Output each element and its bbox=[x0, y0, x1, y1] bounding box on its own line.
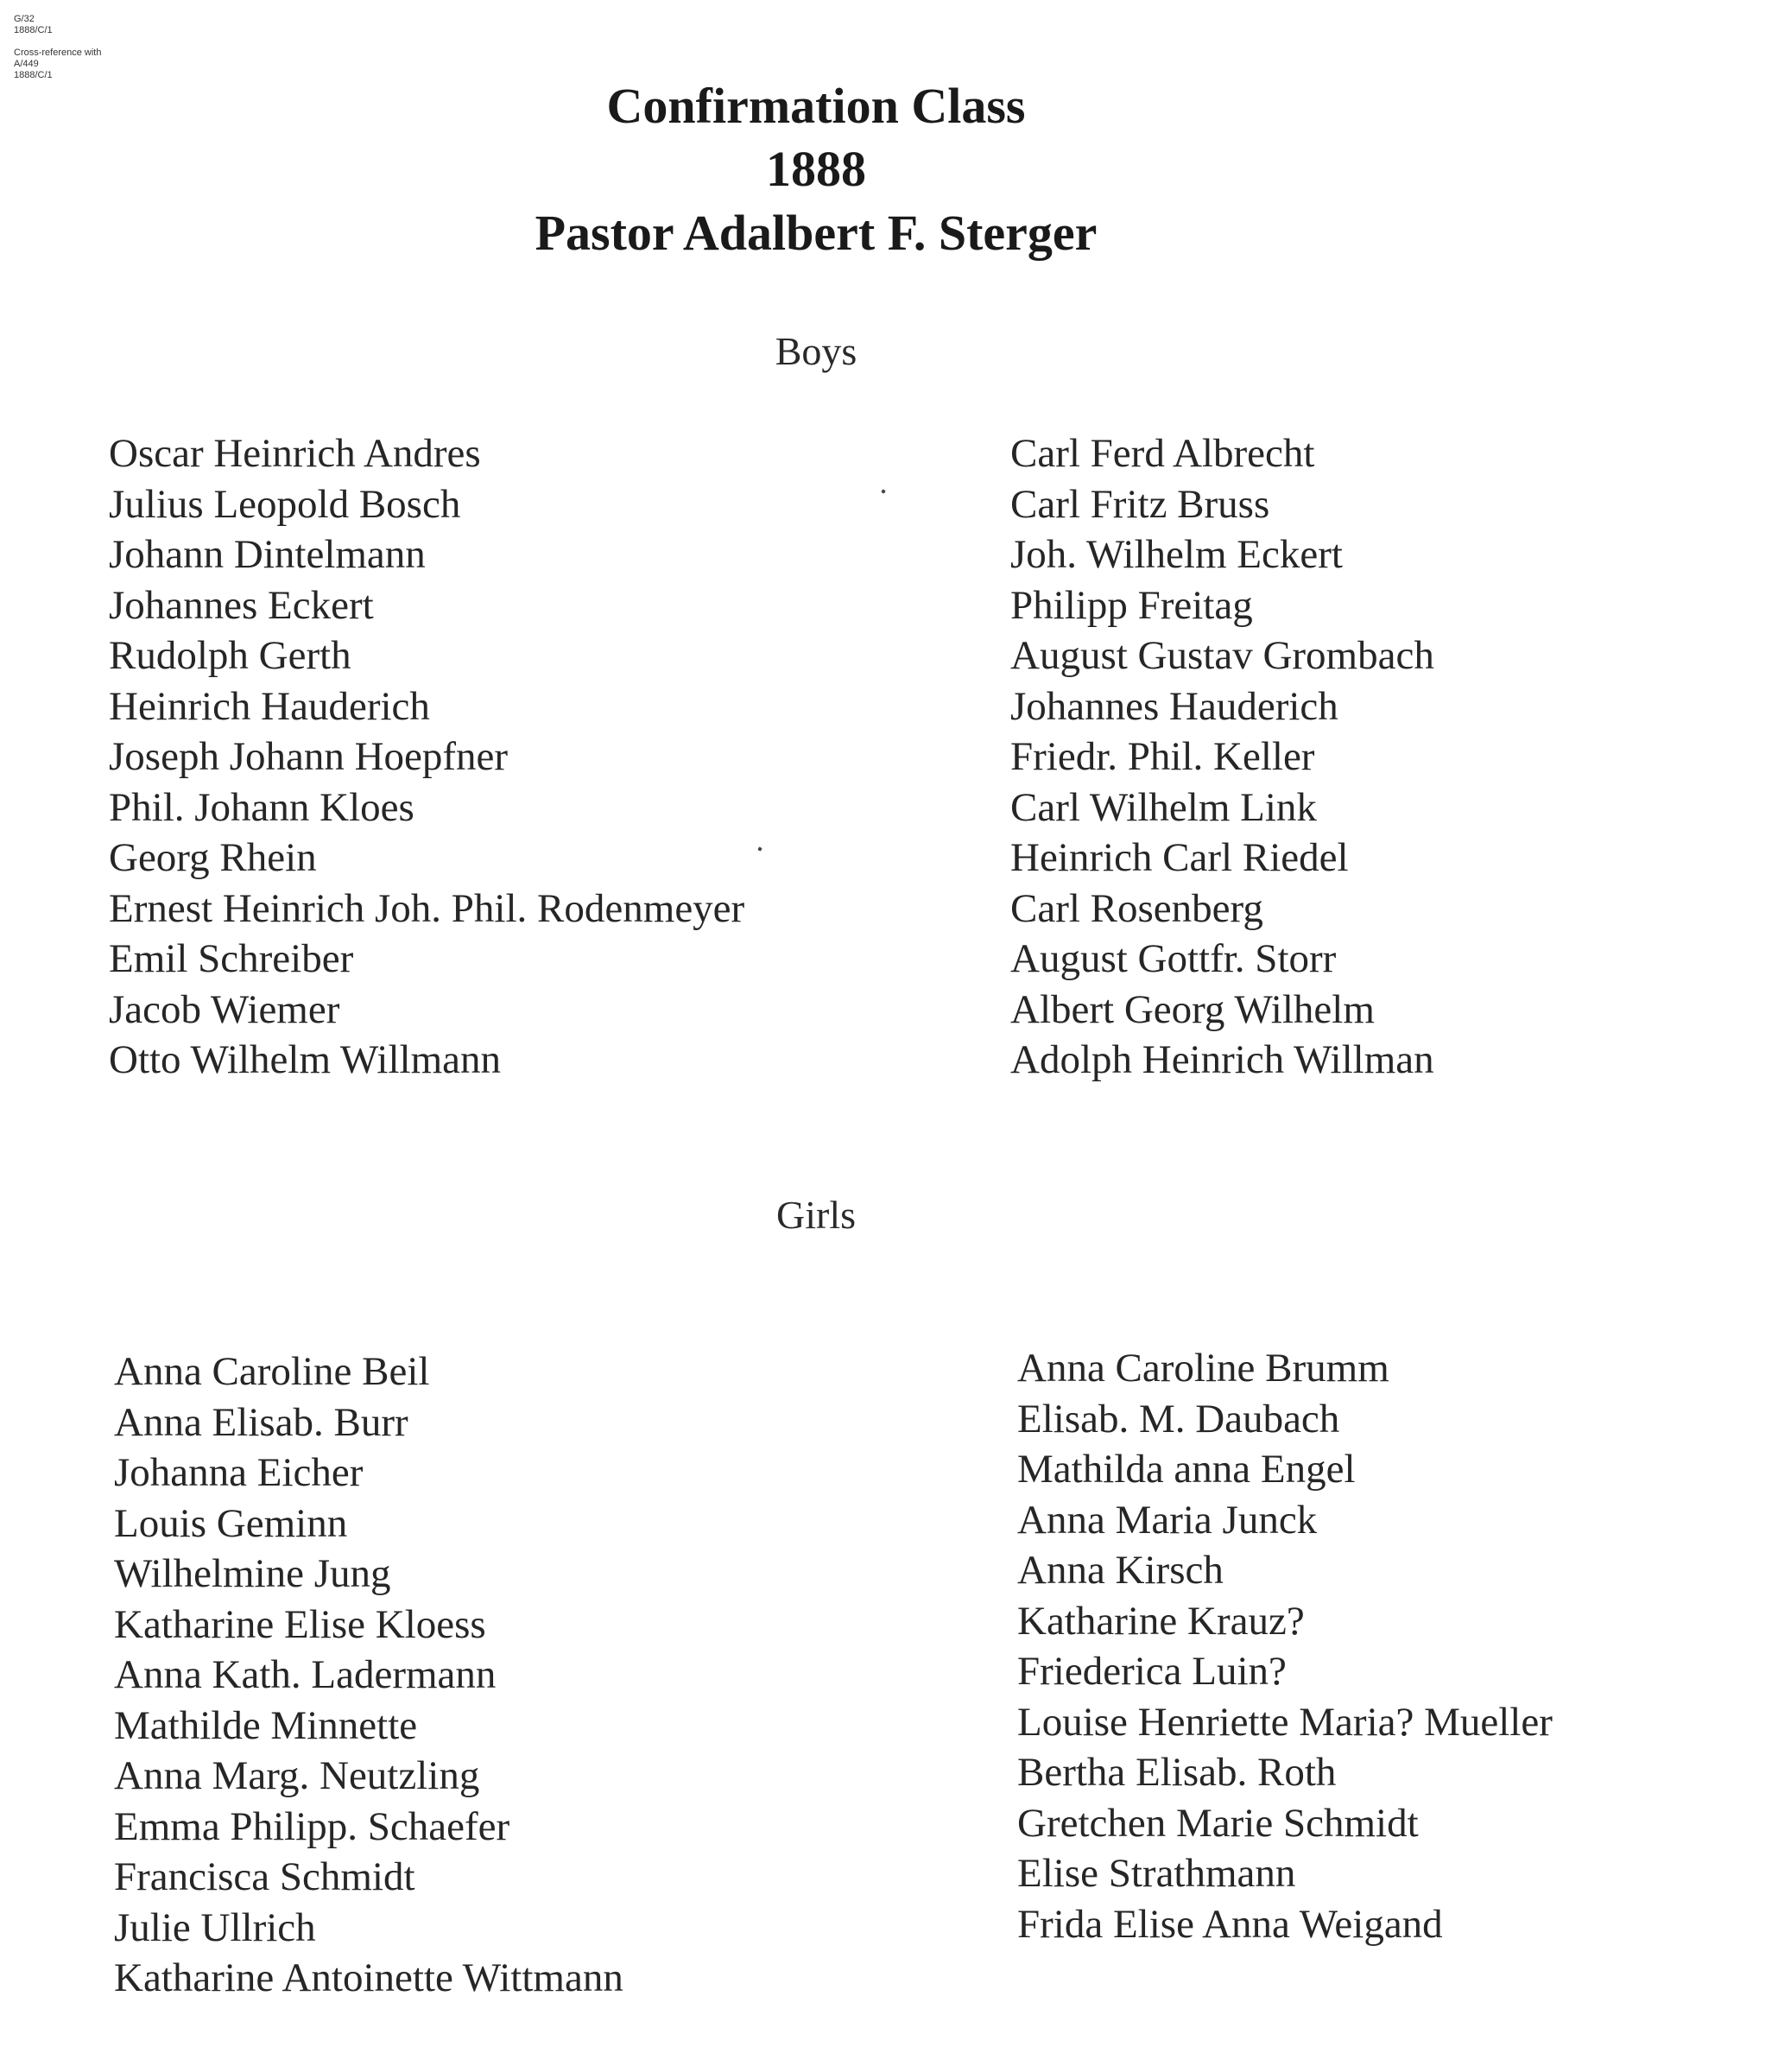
boys-list-right bbox=[1010, 428, 1434, 1086]
girl-name: Louise Henriette Maria? Mueller bbox=[1017, 1699, 1553, 1745]
reference-line: 1888/C/1 bbox=[14, 70, 53, 80]
girl-name: Anna Marg. Neutzling bbox=[114, 1753, 480, 1798]
girl-name: Katharine Krauz? bbox=[1017, 1598, 1305, 1644]
boy-name: Carl Wilhelm Link bbox=[1010, 784, 1317, 830]
girl-name: Katharine Antoinette Wittmann bbox=[114, 1955, 623, 2000]
document-year: 1888 bbox=[766, 141, 866, 197]
boy-name: Friedr. Phil. Keller bbox=[1010, 734, 1315, 779]
girl-name: Frida Elise Anna Weigand bbox=[1017, 1901, 1443, 1947]
girls-heading: Girls bbox=[776, 1193, 856, 1237]
boy-name: Emil Schreiber bbox=[109, 936, 354, 981]
girl-name: Katharine Elise Kloess bbox=[114, 1601, 486, 1647]
boy-name: Heinrich Hauderich bbox=[109, 683, 430, 729]
boy-name: Phil. Johann Kloes bbox=[109, 784, 414, 830]
boy-name: Ernest Heinrich Joh. Phil. Rodenmeyer bbox=[109, 885, 745, 931]
scan-speck bbox=[757, 846, 762, 851]
girl-name: Mathilde Minnette bbox=[114, 1702, 418, 1748]
boys-list-left bbox=[109, 428, 744, 1086]
girl-name: Gretchen Marie Schmidt bbox=[1017, 1800, 1419, 1846]
girl-name: Elise Strathmann bbox=[1017, 1851, 1296, 1896]
boy-name: Johannes Eckert bbox=[109, 582, 374, 628]
reference-line: Cross-reference with bbox=[14, 48, 102, 58]
reference-spacer bbox=[14, 36, 101, 48]
boy-name: Rudolph Gerth bbox=[109, 633, 351, 678]
boy-name: Julius Leopold Bosch bbox=[109, 481, 461, 527]
girl-name: Wilhelmine Jung bbox=[114, 1551, 391, 1596]
boy-name: Carl Ferd Albrecht bbox=[1010, 431, 1315, 476]
girl-name: Emma Philipp. Schaefer bbox=[114, 1803, 510, 1849]
girl-name: Anna Caroline Brumm bbox=[1017, 1346, 1389, 1391]
boy-name: Carl Fritz Bruss bbox=[1010, 481, 1270, 527]
boy-name: Johannes Hauderich bbox=[1010, 683, 1338, 729]
boy-name: Philipp Freitag bbox=[1010, 582, 1253, 628]
boy-name: Adolph Heinrich Willman bbox=[1010, 1037, 1434, 1082]
boy-name: Carl Rosenberg bbox=[1010, 885, 1263, 931]
girl-name: Friederica Luin? bbox=[1017, 1649, 1287, 1694]
boy-name: August Gustav Grombach bbox=[1010, 633, 1434, 678]
girl-name: Anna Elisab. Burr bbox=[114, 1399, 408, 1445]
girl-name: Elisab. M. Daubach bbox=[1017, 1396, 1340, 1442]
girls-list-right bbox=[1017, 1343, 1553, 1949]
girl-name: Louis Geminn bbox=[114, 1500, 348, 1546]
girl-name: Anna Caroline Beil bbox=[114, 1349, 430, 1394]
boy-name: Johann Dintelmann bbox=[109, 532, 426, 577]
girl-name: Francisca Schmidt bbox=[114, 1854, 415, 1899]
boy-name: Jacob Wiemer bbox=[109, 986, 340, 1032]
reference-note bbox=[14, 14, 101, 81]
pastor-name: Pastor Adalbert F. Sterger bbox=[535, 205, 1098, 261]
girls-list-left bbox=[114, 1346, 623, 2004]
reference-line: A/449 bbox=[14, 59, 39, 69]
boy-name: Otto Wilhelm Willmann bbox=[109, 1037, 502, 1082]
boys-heading: Boys bbox=[775, 329, 857, 373]
girl-name: Johanna Eicher bbox=[114, 1450, 364, 1495]
girl-name: Anna Maria Junck bbox=[1017, 1497, 1318, 1543]
boy-name: Oscar Heinrich Andres bbox=[109, 431, 481, 476]
boy-name: Joseph Johann Hoepfner bbox=[109, 734, 509, 779]
boy-name: Joh. Wilhelm Eckert bbox=[1010, 532, 1343, 577]
girl-name: Mathilda anna Engel bbox=[1017, 1447, 1356, 1492]
girl-name: Anna Kath. Ladermann bbox=[114, 1652, 497, 1697]
girl-name: Anna Kirsch bbox=[1017, 1548, 1224, 1593]
reference-line: 1888/C/1 bbox=[14, 25, 53, 35]
boy-name: August Gottfr. Storr bbox=[1010, 936, 1337, 981]
girl-name: Julie Ullrich bbox=[114, 1904, 316, 1950]
reference-line: G/32 bbox=[14, 14, 35, 24]
boy-name: Albert Georg Wilhelm bbox=[1010, 986, 1375, 1032]
scan-speck bbox=[881, 489, 885, 493]
girl-name: Bertha Elisab. Roth bbox=[1017, 1750, 1337, 1795]
boy-name: Heinrich Carl Riedel bbox=[1010, 835, 1349, 880]
boy-name: Georg Rhein bbox=[109, 835, 317, 880]
document-title: Confirmation Class bbox=[606, 78, 1026, 134]
